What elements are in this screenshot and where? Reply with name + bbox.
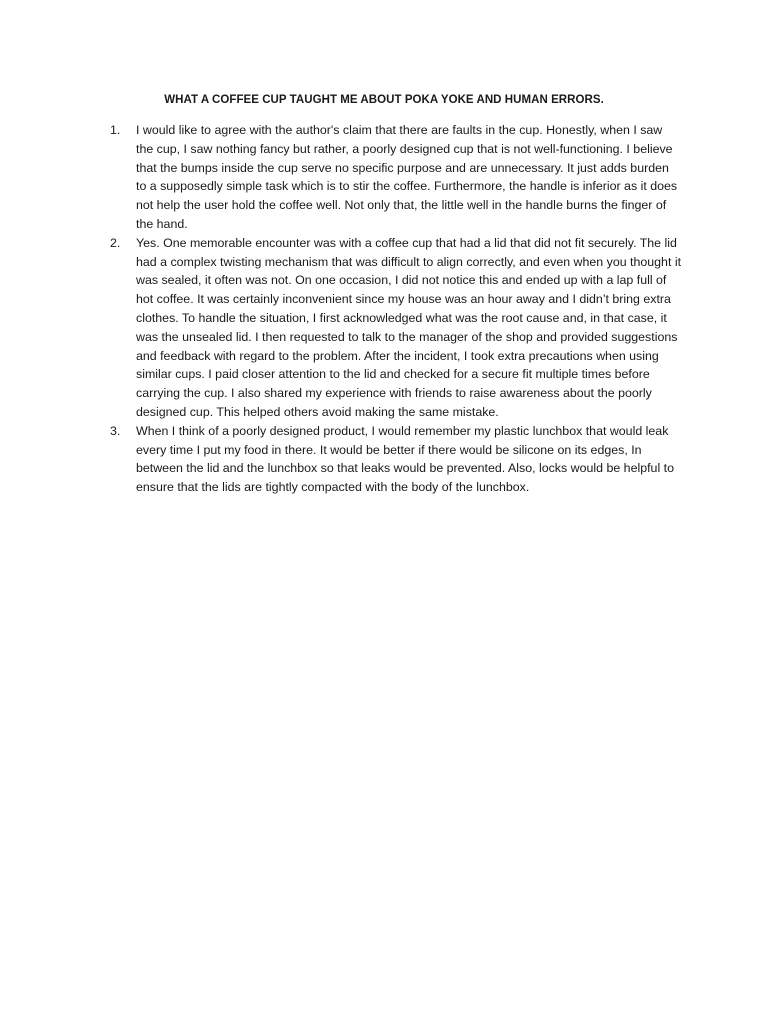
answer-text: Yes. One memorable encounter was with a coffee cup that had a lid that did not fit securely. The lid had a complex twisting mechanism that was difficult to align correctly, and even when you thought it was sealed, it often was not. On one occasion, I did not notice this and ended up with a lap full of hot coffee. It was certainly inconvenient since my house was an hour away and I didn’t bring extra clothes. To handle the situation, I first acknowledged what was the root cause and, in that case, it was the unsealed lid. I then requested to talk to the manager of the shop and provided suggestions and feedback with regard to the problem. After the incident, I took extra precautions when using similar cups. I paid closer attention to the lid and checked for a secure fit multiple times before carrying the cup. I also shared my experience with friends to raise awareness about the poorly designed cup. This helped others avoid making the same mistake. bbox=[136, 235, 682, 419]
answer-item-2 bbox=[110, 234, 682, 422]
answer-item-3 bbox=[110, 422, 682, 497]
answer-number: 2. bbox=[110, 235, 121, 250]
answer-item-1 bbox=[110, 121, 682, 234]
document-title: WHAT A COFFEE CUP TAUGHT ME ABOUT POKA YOKE AND HUMAN ERRORS. bbox=[164, 94, 604, 106]
answer-number: 3. bbox=[110, 423, 121, 438]
answer-list bbox=[110, 121, 682, 497]
answer-text: I would like to agree with the author's claim that there are faults in the cup. Honestly, when I saw the cup, I saw nothing fancy but rather, a poorly designed cup that is not well-functioning. I believe that the bumps inside the cup serve no specific purpose and are unnecessary. It just adds burden to a supposedly simple task which is to stir the coffee. Furthermore, the handle is inferior as it does not help the user hold the coffee well. Not only that, the little well in the handle burns the finger of the hand. bbox=[136, 123, 678, 231]
answer-text: When I think of a poorly designed product, I would remember my plastic lunchbox that would leak every time I put my food in there. It would be better if there would be silicone on its edges, In between the lid and the lunchbox so that leaks would be prevented. Also, locks would be helpful to ensure that the lids are tightly compacted with the body of the lunchbox. bbox=[136, 423, 674, 495]
answer-number: 1. bbox=[110, 123, 121, 137]
